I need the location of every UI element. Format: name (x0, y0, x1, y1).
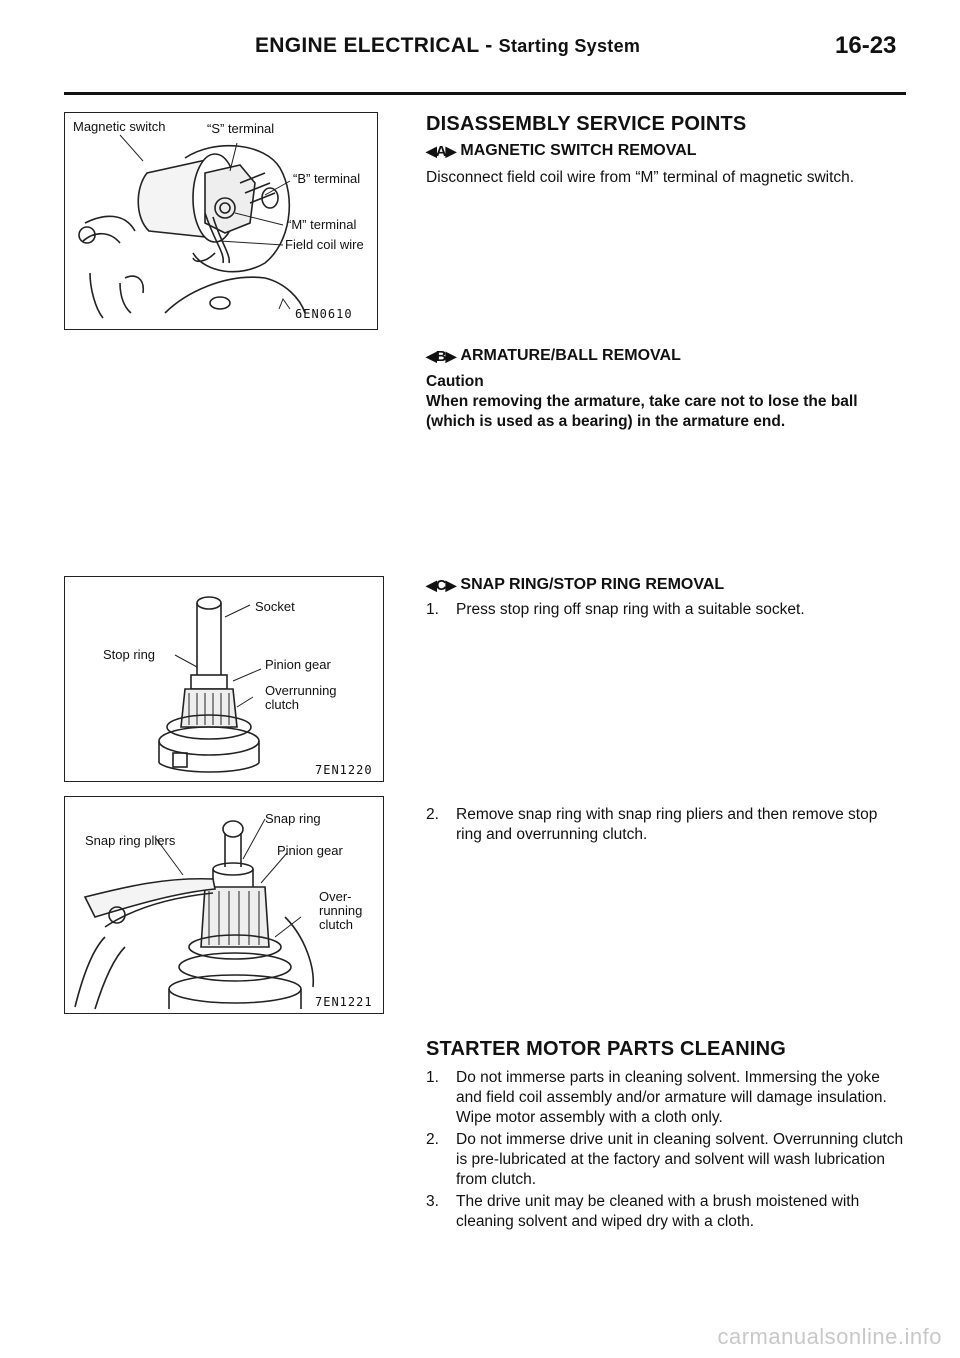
subheading-b-text: ARMATURE/BALL REMOVAL (460, 347, 681, 364)
figure-label-magnetic-switch: Magnetic switch (73, 119, 166, 134)
paragraph-a: Disconnect field coil wire from “M” terminal of magnetic switch. (426, 169, 855, 186)
figure-label-clutch: clutch (319, 917, 353, 932)
list-item: 2. Do not immerse drive unit in cleaning solvent. Overrunning clutch is pre-lubricated at the factory and solvent will wash lubrication from clutch. (426, 1131, 904, 1188)
header-title (255, 34, 640, 58)
figure-label-overrunning: Overrunning (265, 683, 337, 698)
figure-label-over: Over- (319, 889, 352, 904)
subheading-c (426, 576, 724, 594)
caution-title: Caution (426, 373, 484, 390)
header-rule (64, 92, 906, 95)
figure-label-m-terminal: “M” terminal (287, 217, 357, 232)
service-tag-c: ◀ C ▶ (426, 576, 457, 594)
figure-label-field-coil-wire: Field coil wire (285, 237, 364, 252)
service-tag-a: ◀ A ▶ (426, 142, 457, 160)
subheading-a (426, 142, 697, 160)
figure-label-stop-ring: Stop ring (103, 647, 156, 662)
figure-code: 7EN1221 (315, 995, 373, 1009)
cleaning-list (426, 1068, 906, 1234)
header-title-main: ENGINE ELECTRICAL (255, 34, 480, 57)
figure-label-snap-ring-pliers: Snap ring pliers (85, 833, 176, 848)
figure-label-pinion-gear: Pinion gear (277, 843, 343, 858)
right-triangle-icon: ▶ (445, 142, 457, 159)
figure-label-pinion-gear: Pinion gear (265, 657, 331, 672)
figure-code: 6EN0610 (295, 307, 353, 321)
step-list-1 (426, 600, 906, 622)
figure-label-snap-ring: Snap ring (265, 811, 321, 826)
list-item: 1. Do not immerse parts in cleaning solvent. Immersing the yoke and field coil assembly and/or armature will damage insulation. Wipe motor assembly with a cloth only. (426, 1069, 887, 1126)
stop-ring-socket-illustration (65, 577, 383, 781)
section-heading-cleaning: STARTER MOTOR PARTS CLEANING (426, 1038, 787, 1060)
figure-label-b-terminal: “B” terminal (293, 171, 361, 186)
step-list-2 (426, 805, 906, 847)
watermark: carmanualsonline.info (717, 1324, 942, 1349)
list-item: 2. Remove snap ring with snap ring pliers and then remove stop ring and overrunning clutch. (426, 806, 878, 843)
figure-label-clutch: clutch (265, 697, 299, 712)
figure-label-s-terminal: “S” terminal (207, 121, 275, 136)
figure-code: 7EN1220 (315, 763, 373, 777)
figure-stop-ring-socket (64, 576, 384, 782)
page-number: 16-23 (835, 32, 897, 59)
header-title-sub: Starting System (498, 36, 641, 56)
right-triangle-icon: ▶ (445, 347, 457, 364)
subheading-a-text: MAGNETIC SWITCH REMOVAL (460, 142, 697, 159)
figure-label-running: running (319, 903, 363, 918)
figure-magnetic-switch (64, 112, 378, 330)
figure-label-socket: Socket (255, 599, 295, 614)
section-heading-disassembly: DISASSEMBLY SERVICE POINTS (426, 113, 747, 135)
caution-text: When removing the armature, take care not to lose the ball (which is used as a bearing) in the armature end. (426, 393, 858, 430)
list-item: 3. The drive unit may be cleaned with a brush moistened with cleaning solvent and wiped dry with a cloth. (426, 1193, 860, 1230)
left-triangle-icon: ◀ (426, 142, 437, 159)
left-triangle-icon: ◀ (426, 347, 437, 364)
service-tag-b: ◀ B ▶ (426, 347, 457, 365)
right-triangle-icon: ▶ (445, 576, 457, 593)
left-triangle-icon: ◀ (426, 576, 437, 593)
header-title-dash: - (485, 34, 493, 57)
list-item: 1. Press stop ring off snap ring with a suitable socket. (426, 601, 805, 618)
subheading-b (426, 347, 681, 365)
subheading-c-text: SNAP RING/STOP RING REMOVAL (460, 576, 725, 593)
figure-snap-ring-pliers (64, 796, 384, 1014)
